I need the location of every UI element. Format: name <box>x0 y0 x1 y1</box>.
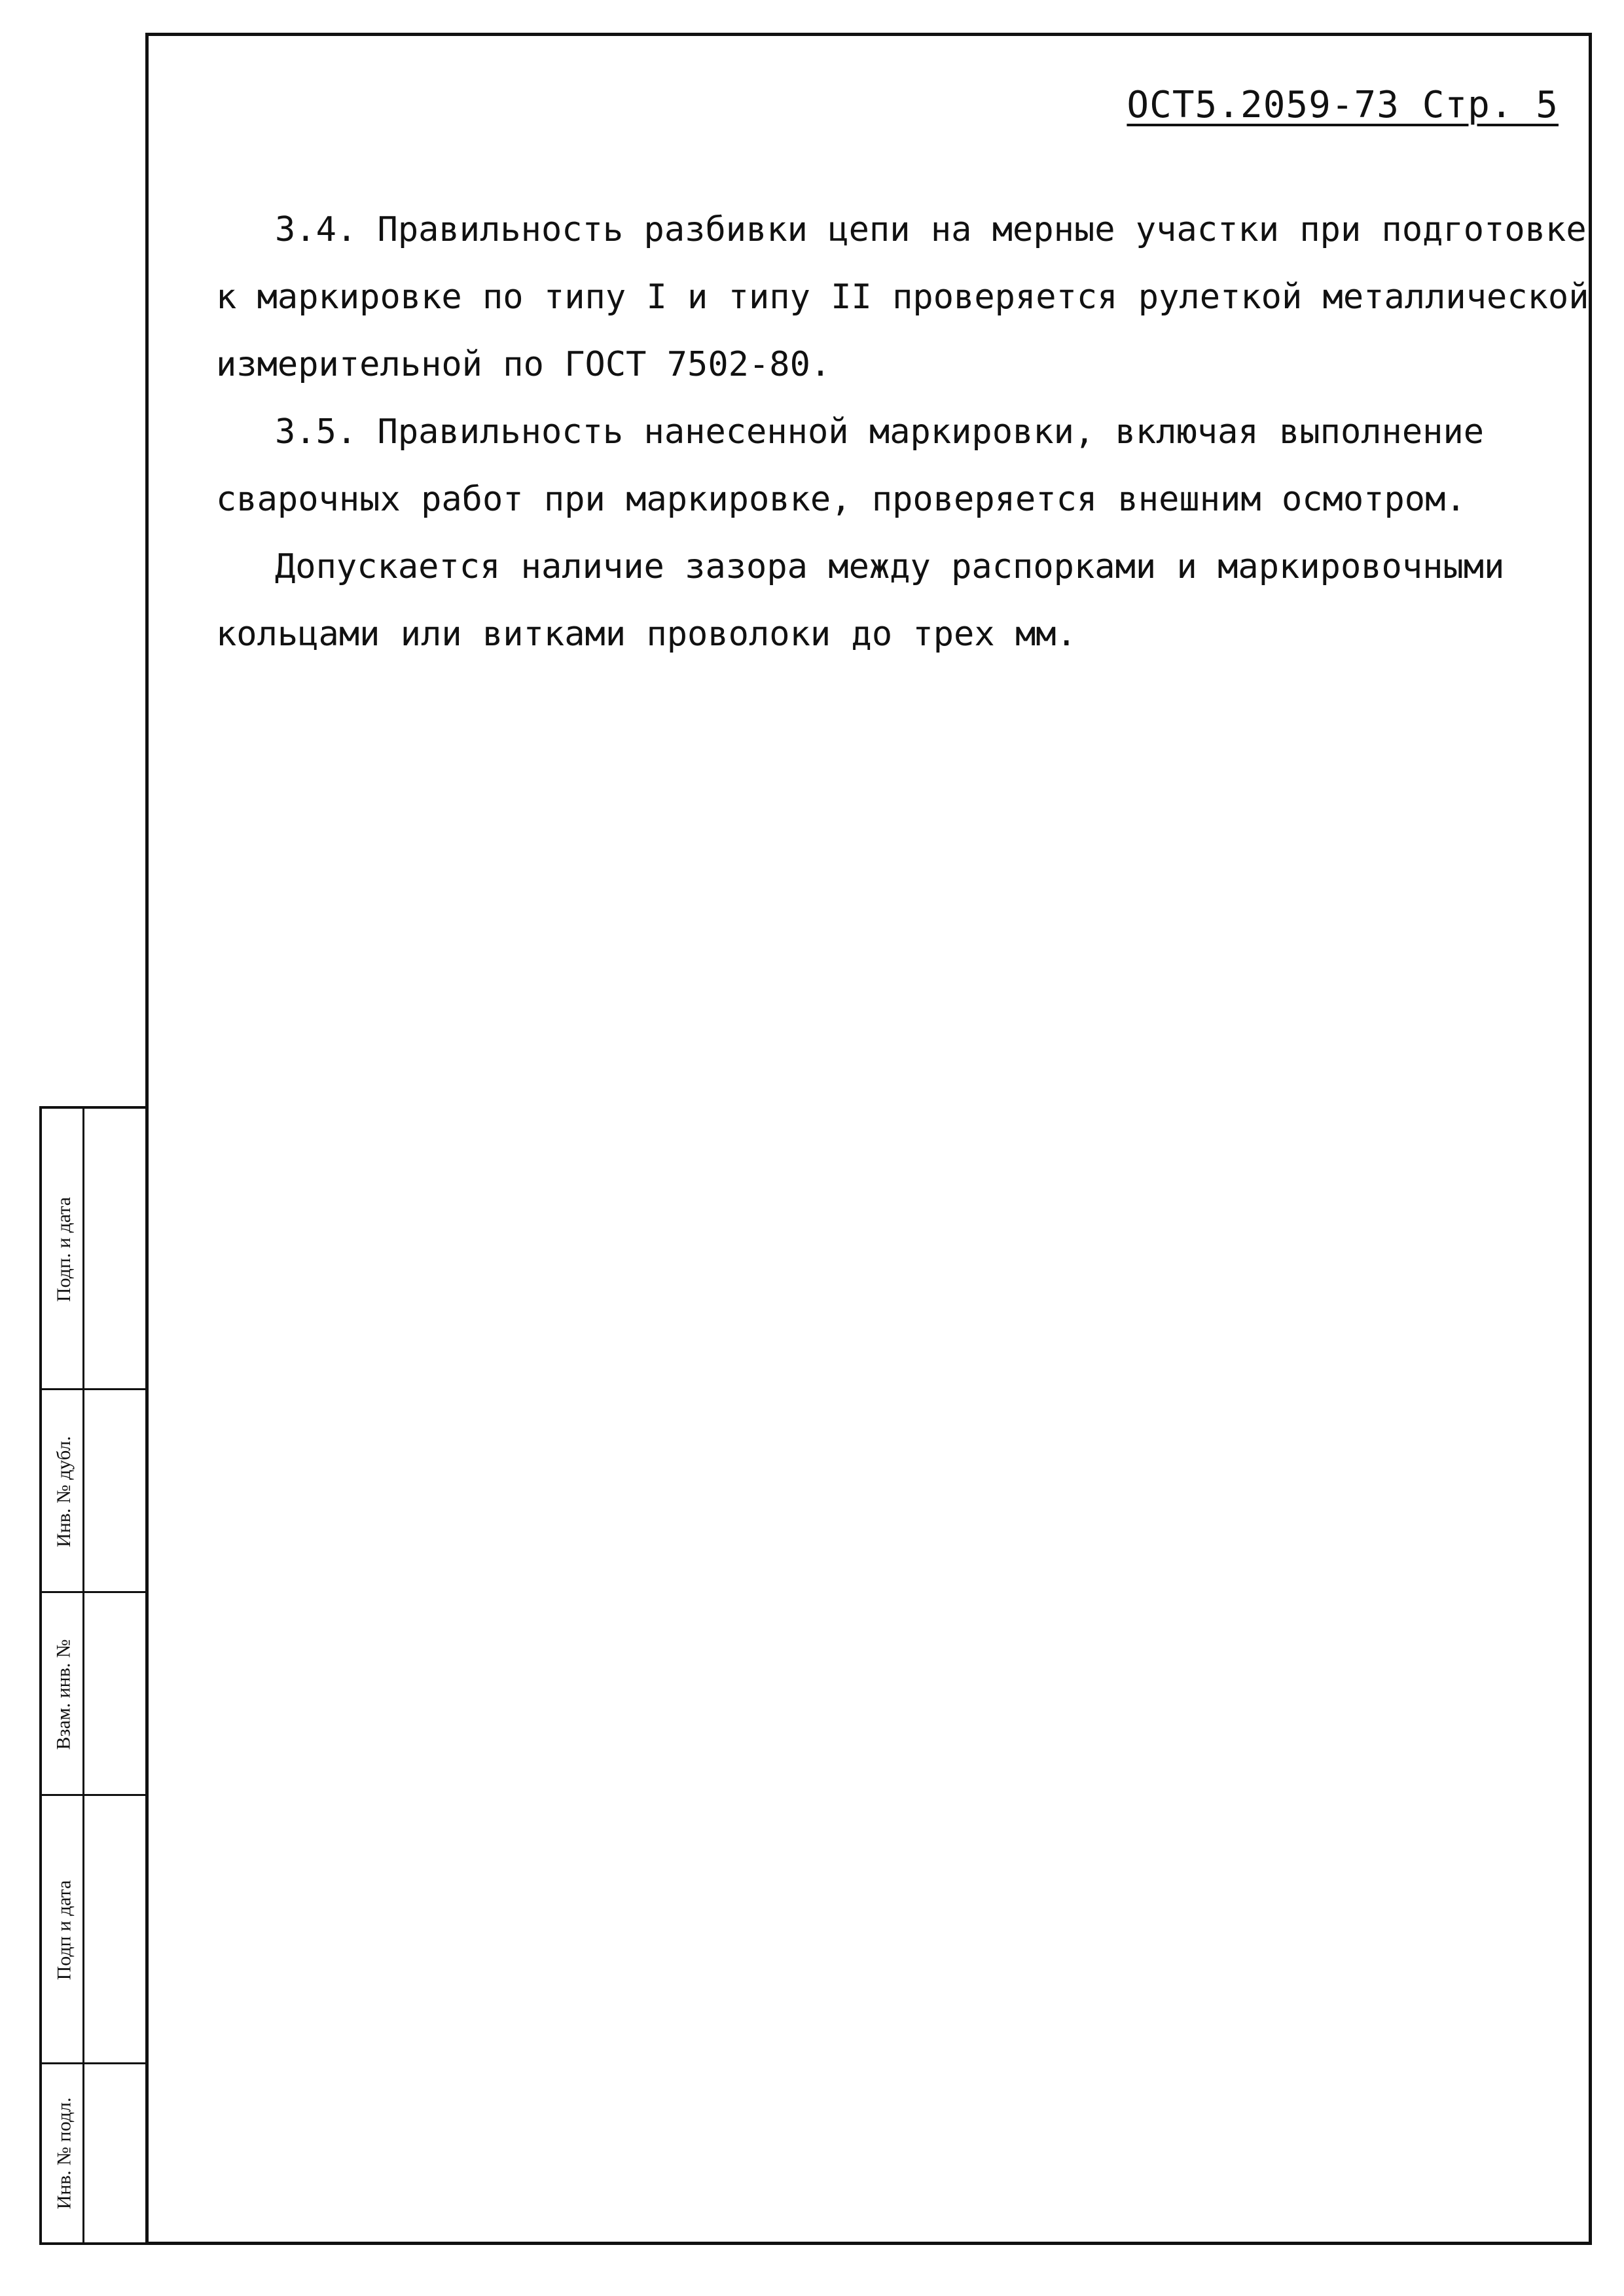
text-line: измерительной по ГОСТ 7502-80. <box>216 345 831 384</box>
document-stamp-column <box>39 1106 145 2245</box>
stamp-label: Подп. и дата <box>53 1196 75 1302</box>
stamp-cell <box>42 1593 145 1796</box>
text-line: 3.5. Правильность нанесенной маркировки, включая выполнение <box>275 412 1485 452</box>
stamp-cell <box>42 2064 145 2242</box>
text-line: к маркировке по типу I и типу II проверяется рулеткой металлической <box>216 278 1589 317</box>
stamp-cell <box>42 1109 145 1390</box>
stamp-label: Инв. № дубл. <box>53 1436 75 1547</box>
stamp-label: Взам. инв. № <box>53 1639 75 1750</box>
text-line: сварочных работ при маркировке, проверяется внешним осмотром. <box>216 480 1466 519</box>
stamp-label: Подп и дата <box>53 1880 75 1981</box>
text-line: Допускается наличие зазора между распорками и маркировочными <box>275 547 1505 586</box>
text-line: кольцами или витками проволоки до трех мм. <box>216 615 1077 654</box>
text-line: 3.4. Правильность разбивки цепи на мерные участки при подготовке <box>275 210 1587 249</box>
document-body <box>216 196 1589 668</box>
stamp-cell <box>42 1390 145 1593</box>
stamp-label: Инв. № подл. <box>53 2097 75 2210</box>
stamp-cell <box>42 1796 145 2064</box>
document-code: ОСТ5.2059-73 Стр. 5 <box>1127 84 1559 126</box>
